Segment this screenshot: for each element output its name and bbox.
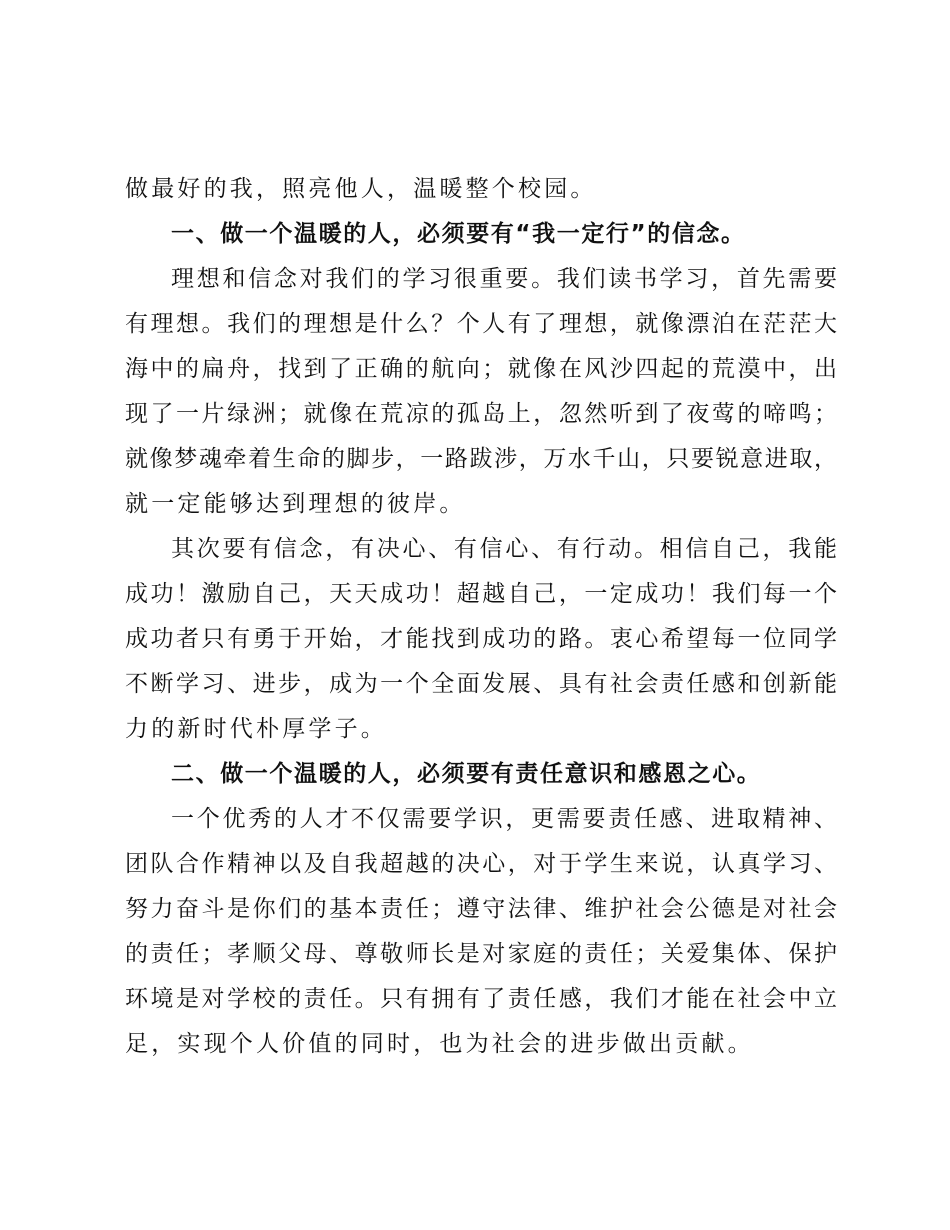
paragraph-line: 的责任；孝顺父母、尊敬师长是对家庭的责任；关爱集体、保护 [125, 941, 837, 967]
paragraph-line: 不断学习、进步，成为一个全面发展、具有社会责任感和创新能 [125, 671, 837, 697]
paragraph-line: 就一定能够达到理想的彼岸。 [125, 491, 466, 517]
document-body [125, 167, 837, 1067]
section-heading-1: 一、做一个温暖的人，必须要有“我一定行”的信念。 [171, 221, 746, 247]
paragraph-line: 其次要有信念，有决心、有信心、有行动。相信自己，我能 [171, 536, 837, 562]
paragraph-line: 成功！激励自己，天天成功！超越自己，一定成功！我们每一个 [125, 581, 837, 607]
paragraph-line: 一个优秀的人才不仅需要学识，更需要责任感、进取精神、 [171, 806, 837, 832]
paragraph-line: 理想和信念对我们的学习很重要。我们读书学习，首先需要 [171, 266, 837, 292]
paragraph-line: 海中的扁舟，找到了正确的航向；就像在风沙四起的荒漠中，出 [125, 356, 837, 382]
paragraph-line: 力的新时代朴厚学子。 [125, 716, 387, 742]
paragraph-line: 环境是对学校的责任。只有拥有了责任感，我们才能在社会中立 [125, 986, 837, 1012]
paragraph-line: 就像梦魂牵着生命的脚步，一路跋涉，万水千山，只要锐意进取， [125, 446, 837, 472]
paragraph-line: 努力奋斗是你们的基本责任；遵守法律、维护社会公德是对社会 [125, 896, 837, 922]
paragraph-line: 团队合作精神以及自我超越的决心，对于学生来说，认真学习、 [125, 851, 837, 877]
paragraph-line: 有理想。我们的理想是什么？个人有了理想，就像漂泊在茫茫大 [125, 311, 837, 337]
section-heading-2: 二、做一个温暖的人，必须要有责任意识和感恩之心。 [171, 761, 762, 787]
paragraph-line: 现了一片绿洲；就像在荒凉的孤岛上，忽然听到了夜莺的啼鸣； [125, 401, 837, 427]
paragraph-line: 做最好的我，照亮他人，温暖整个校园。 [125, 176, 597, 202]
paragraph-line: 成功者只有勇于开始，才能找到成功的路。衷心希望每一位同学 [125, 626, 837, 652]
paragraph-line: 足，实现个人价值的同时，也为社会的进步做出贡献。 [125, 1031, 754, 1057]
